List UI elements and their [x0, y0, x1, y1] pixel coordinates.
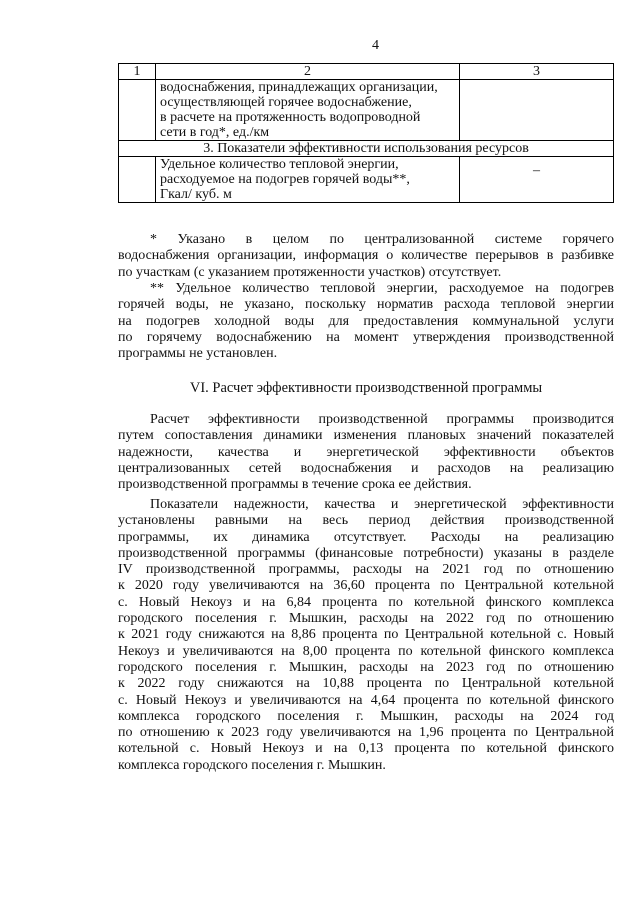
footnote-2 — [118, 281, 614, 362]
text-line: IV производственной программы, расходы на 2021 год по отношению — [118, 562, 614, 578]
text-line: к 2022 году снижаются на 10,88 процента по Центральной котельной — [118, 676, 614, 692]
text-line: с. Новый Некоуз и на 6,84 процента по котельной финского комплекса — [118, 594, 614, 610]
text-line: производственной программы (финансовые потребности) указаны в разделе — [118, 545, 614, 561]
text-line: комплекса городского поселения г. Мышкин. — [118, 757, 386, 773]
text-line: городского поселения г. Мышкин, расходы на 2023 год по отношению — [118, 659, 614, 675]
text-line: путем сопоставления динамики изменения плановых значений показателей — [118, 428, 614, 444]
text-line: по участкам (с указанием протяженности участков) отсутствует. — [118, 264, 502, 280]
text-line: централизованных сетей водоснабжения и расходов на реализацию — [118, 460, 614, 476]
text-line: Некоуз и увеличиваются на 8,00 процента по котельной финского комплекса — [118, 643, 614, 659]
table-row — [119, 80, 614, 141]
text-line: надежности, качества и энергетической эффективности объектов — [118, 444, 614, 460]
cell-line: Гкал/ куб. м — [160, 187, 232, 202]
text-line: ** Удельное количество тепловой энергии, расходуемое на подогрев — [150, 281, 614, 296]
text-line: установлены равными на весь период действия производственной — [118, 513, 614, 529]
section-heading: VI. Расчет эффективности производственной программы — [189, 380, 543, 396]
text-line: по горячему водоснабжению на момент утверждения производственной — [118, 329, 614, 345]
table-section-row — [119, 141, 614, 157]
text-line: на подогрев холодной воды для предоставления коммунальной услуги — [118, 313, 614, 329]
indicators-table — [118, 63, 614, 203]
text-line: программы, их динамика отсутствует. Расходы на реализацию — [118, 529, 614, 545]
text-line: комплекса городского поселения г. Мышкин, расходы на 2024 год — [118, 708, 614, 724]
text-line: Показатели надежности, качества и энергетической эффективности — [150, 497, 614, 512]
table-header-row — [119, 64, 614, 80]
text-line: Расчет эффективности производственной программы производится — [150, 412, 614, 427]
text-line: горячей воды, не указано, поскольку норматив расхода тепловой энергии — [118, 297, 614, 313]
column-header-3: 3 — [460, 64, 614, 80]
footnote-1 — [118, 232, 614, 281]
table-section-title: 3. Показатели эффективности использования ресурсов — [119, 141, 614, 157]
table-cell-number — [119, 80, 156, 141]
table-cell-indicator — [156, 157, 460, 203]
text-line: водоснабжения организации, информация о количестве перерывов в разбивке — [118, 248, 614, 264]
page-number: 4 — [372, 38, 379, 53]
table-row — [119, 157, 614, 203]
table-cell-number — [119, 157, 156, 203]
cell-line: в расчете на протяженность водопроводной — [160, 110, 421, 125]
column-header-1: 1 — [119, 64, 156, 80]
text-line: по отношению к 2023 году увеличиваются на 1,96 процента по Центральной — [118, 725, 614, 741]
cell-line: расходуемое на подогрев горячей воды**, — [160, 172, 410, 187]
text-line: производственной программы в течение срока ее действия. — [118, 477, 472, 493]
text-line: городского поселения г. Мышкин, расходы на 2022 год по отношению — [118, 611, 614, 627]
text-line: котельной с. Новый Некоуз и на 0,13 процента по котельной финского — [118, 741, 614, 757]
paragraph-1 — [118, 412, 614, 493]
text-line: * Указано в целом по централизованной системе горячего — [150, 232, 614, 247]
text-line: программы не установлен. — [118, 346, 278, 362]
text-line: к 2021 году снижаются на 8,86 процента по Центральной котельной с. Новый — [118, 627, 614, 643]
paragraph-2 — [118, 497, 614, 774]
table-cell-value — [460, 157, 614, 203]
cell-line: Удельное количество тепловой энергии, — [160, 157, 399, 172]
cell-line: сети в год*, ед./км — [160, 125, 270, 140]
table-cell-indicator — [156, 80, 460, 141]
text-line: к 2020 году увеличиваются на 36,60 процента по Центральной котельной — [118, 578, 614, 594]
cell-line: водоснабжения, принадлежащих организации, — [160, 80, 438, 95]
text-line: с. Новый Некоуз и увеличиваются на 4,64 процента по котельной финского — [118, 692, 614, 708]
cell-line: осуществляющей горячее водоснабжение, — [160, 95, 412, 110]
dash-value: – — [533, 163, 540, 178]
column-header-2: 2 — [156, 64, 460, 80]
table-cell-value — [460, 80, 614, 141]
